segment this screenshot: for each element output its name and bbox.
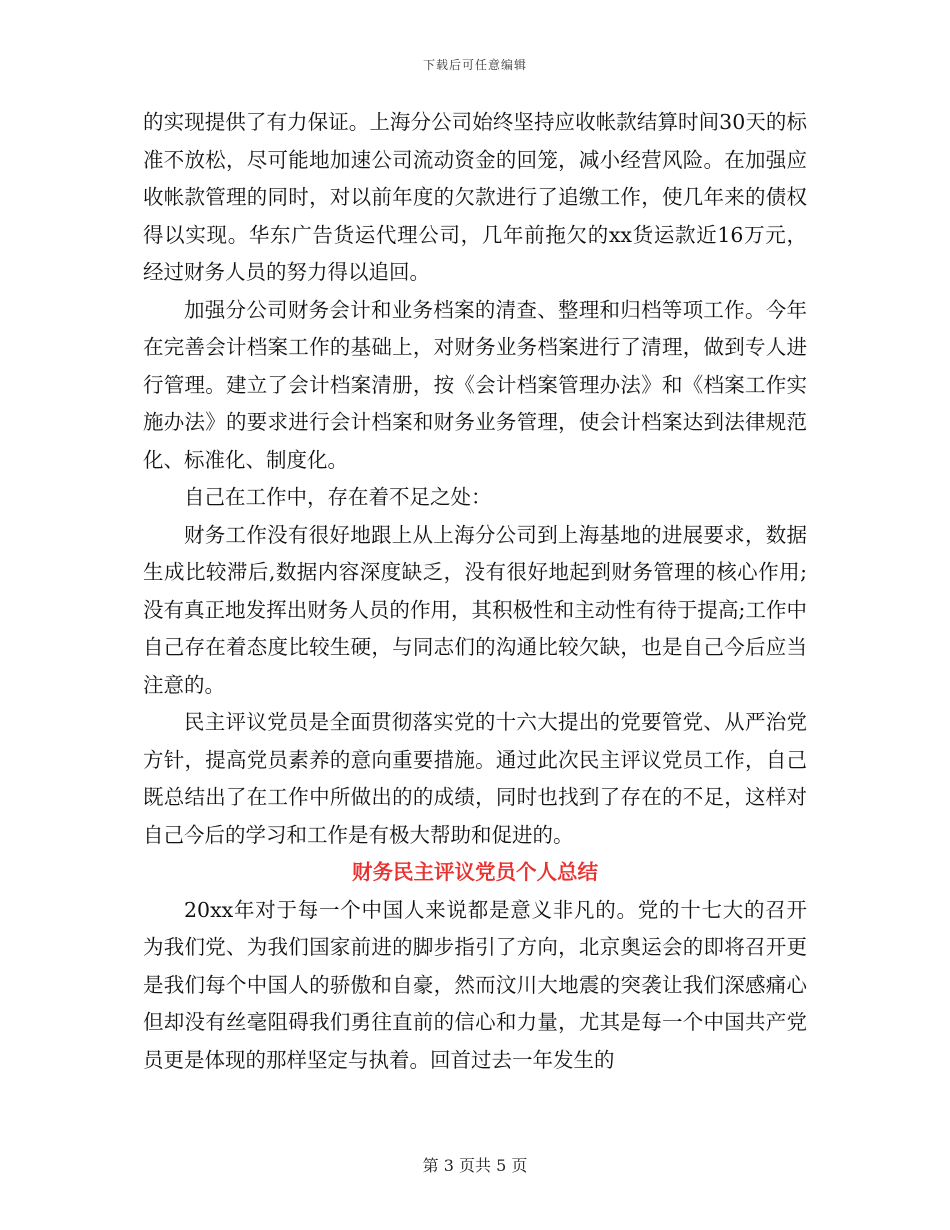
page-header-note: 下载后可任意编辑 [422, 58, 527, 72]
paragraph-continuation: 的实现提供了有力保证。上海分公司始终坚持应收帐款结算时间30天的标准不放松，尽可能地加速公司流动资金的回笼，减小经营风险。在加强应收帐款管理的同时，对以前年度的欠款进行了追缴工作，使几年来的债权得以实现。华东广告货运代理公司，几年前拖欠的xx货运款近16万元，经过财务人员的努力得以追回。 [143, 110, 807, 284]
paragraph-evaluation-conclusion: 民主评议党员是全面贯彻落实党的十六大提出的党要管党、从严治党方针，提高党员素养的意向重要措施。通过此次民主评议党员工作，自己既总结出了在工作中所做出的的成绩，同时也找到了存在的不足，这样对自己今后的学习和工作是有极大帮助和促进的。 [143, 710, 807, 847]
paragraph-shortcomings-detail: 财务工作没有很好地跟上从上海分公司到上海基地的进展要求，数据生成比较滞后,数据内容深度缺乏，没有很好地起到财务管理的核心作用;没有真正地发挥出财务人员的作用，其积极性和主动性有待于提高;工作中自己存在着态度比较生硬，与同志们的沟通比较欠缺，也是自己今后应当注意的。 [143, 522, 807, 697]
page-number-footer: 第 3 页共 5 页 [422, 1156, 528, 1175]
paragraph-shortcomings-intro: 自己在工作中，存在着不足之处： [184, 485, 492, 509]
paragraph-archive-management: 加强分公司财务会计和业务档案的清查、整理和归档等项工作。今年在完善会计档案工作的基础上，对财务业务档案进行了清理，做到专人进行管理。建立了会计档案清册，按《会计档案管理办法》和《档案工作实施办法》的要求进行会计档案和财务业务管理，使会计档案达到法律规范化、标准化、制度化。 [143, 297, 807, 472]
paragraph-section-intro: 20xx年对于每一个中国人来说都是意义非凡的。党的十七大的召开为我们党、为我们国家前进的脚步指引了方向，北京奥运会的即将召开更是我们每个中国人的骄傲和自豪，然而汶川大地震的突袭让我们深感痛心但却没有丝毫阻碍我们勇往直前的信心和力量，尤其是每一个中国共产党员更是体现的那样坚定与执着。回首过去一年发生的 [143, 897, 807, 1072]
document-body [143, 104, 807, 1079]
section-title: 财务民主评议党员个人总结 [352, 860, 598, 884]
